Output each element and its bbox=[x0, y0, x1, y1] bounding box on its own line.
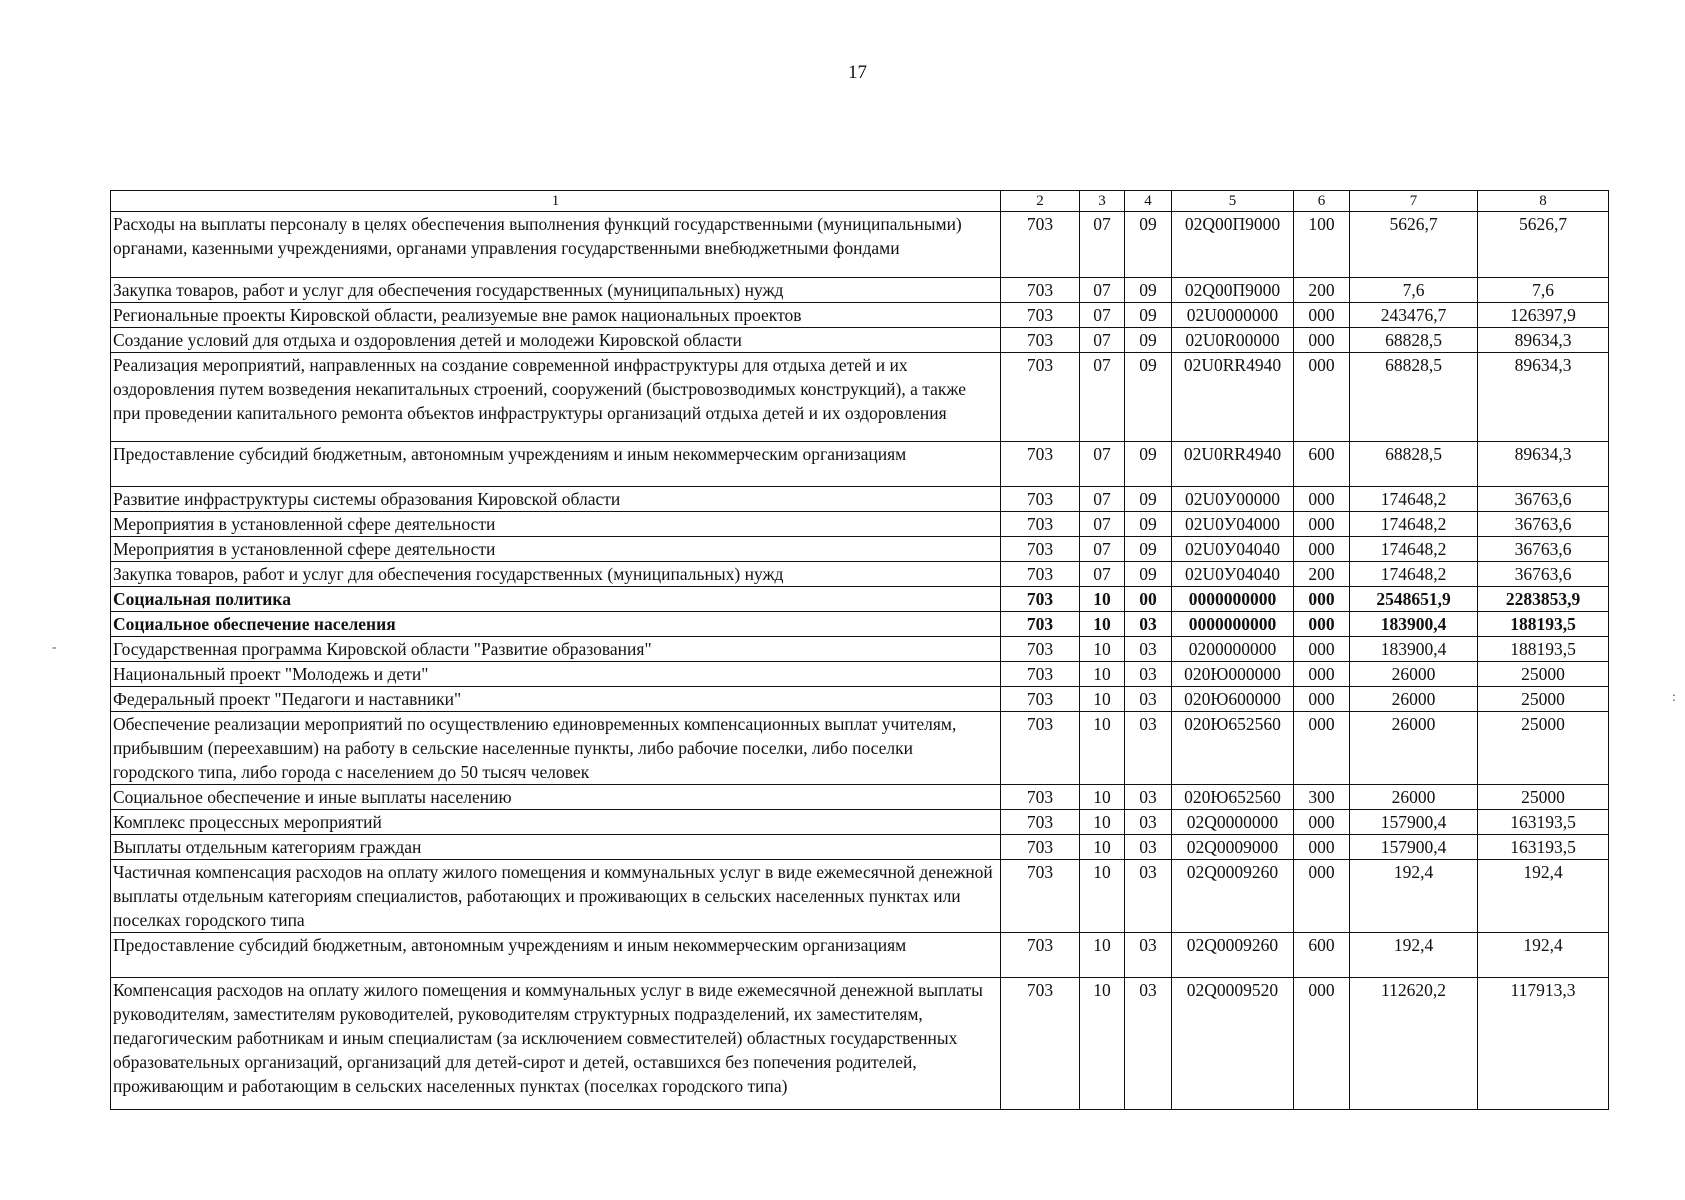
amount-year-2-cell: 192,4 bbox=[1478, 860, 1609, 933]
table-row bbox=[111, 562, 1609, 587]
target-article-cell: 02U0У04000 bbox=[1172, 512, 1294, 537]
section-cell: 10 bbox=[1080, 587, 1125, 612]
expense-type-cell: 000 bbox=[1294, 662, 1350, 687]
table-row bbox=[111, 442, 1609, 487]
subsection-cell: 03 bbox=[1125, 687, 1172, 712]
column-header: 6 bbox=[1294, 191, 1350, 212]
row-name-cell: Развитие инфраструктуры системы образования Кировской области bbox=[111, 487, 1001, 512]
subsection-cell: 03 bbox=[1125, 810, 1172, 835]
section-cell: 10 bbox=[1080, 860, 1125, 933]
ministry-code-cell: 703 bbox=[1001, 637, 1080, 662]
amount-year-2-cell: 126397,9 bbox=[1478, 303, 1609, 328]
amount-year-1-cell: 2548651,9 bbox=[1350, 587, 1478, 612]
ministry-code-cell: 703 bbox=[1001, 212, 1080, 278]
subsection-cell: 03 bbox=[1125, 785, 1172, 810]
table-row bbox=[111, 933, 1609, 978]
section-cell: 10 bbox=[1080, 785, 1125, 810]
subsection-cell: 03 bbox=[1125, 978, 1172, 1110]
ministry-code-cell: 703 bbox=[1001, 278, 1080, 303]
ministry-code-cell: 703 bbox=[1001, 562, 1080, 587]
target-article-cell: 02Q00П9000 bbox=[1172, 278, 1294, 303]
subsection-cell: 09 bbox=[1125, 278, 1172, 303]
expense-type-cell: 600 bbox=[1294, 442, 1350, 487]
table-row bbox=[111, 212, 1609, 278]
row-name-cell: Предоставление субсидий бюджетным, автономным учреждениям и иным некоммерческим организациям bbox=[111, 933, 1001, 978]
section-cell: 10 bbox=[1080, 687, 1125, 712]
amount-year-1-cell: 5626,7 bbox=[1350, 212, 1478, 278]
ministry-code-cell: 703 bbox=[1001, 353, 1080, 442]
ministry-code-cell: 703 bbox=[1001, 303, 1080, 328]
page-number: 17 bbox=[848, 62, 867, 83]
section-cell: 10 bbox=[1080, 835, 1125, 860]
row-name-cell: Федеральный проект "Педагоги и наставники" bbox=[111, 687, 1001, 712]
section-cell: 07 bbox=[1080, 353, 1125, 442]
ministry-code-cell: 703 bbox=[1001, 978, 1080, 1110]
subsection-cell: 03 bbox=[1125, 712, 1172, 785]
table-row bbox=[111, 662, 1609, 687]
section-cell: 10 bbox=[1080, 712, 1125, 785]
subsection-cell: 03 bbox=[1125, 933, 1172, 978]
ministry-code-cell: 703 bbox=[1001, 835, 1080, 860]
table-row bbox=[111, 328, 1609, 353]
amount-year-2-cell: 25000 bbox=[1478, 662, 1609, 687]
amount-year-2-cell: 5626,7 bbox=[1478, 212, 1609, 278]
target-article-cell: 02U0R00000 bbox=[1172, 328, 1294, 353]
target-article-cell: 0200000000 bbox=[1172, 637, 1294, 662]
amount-year-2-cell: 2283853,9 bbox=[1478, 587, 1609, 612]
amount-year-2-cell: 36763,6 bbox=[1478, 512, 1609, 537]
amount-year-1-cell: 68828,5 bbox=[1350, 442, 1478, 487]
target-article-cell: 02Q0009000 bbox=[1172, 835, 1294, 860]
expense-type-cell: 100 bbox=[1294, 212, 1350, 278]
amount-year-2-cell: 117913,3 bbox=[1478, 978, 1609, 1110]
amount-year-1-cell: 26000 bbox=[1350, 712, 1478, 785]
column-header: 3 bbox=[1080, 191, 1125, 212]
section-cell: 07 bbox=[1080, 328, 1125, 353]
row-name-cell: Региональные проекты Кировской области, реализуемые вне рамок национальных проектов bbox=[111, 303, 1001, 328]
expense-type-cell: 000 bbox=[1294, 687, 1350, 712]
target-article-cell: 02Q0009260 bbox=[1172, 933, 1294, 978]
table-row bbox=[111, 612, 1609, 637]
ministry-code-cell: 703 bbox=[1001, 712, 1080, 785]
expense-type-cell: 600 bbox=[1294, 933, 1350, 978]
section-cell: 10 bbox=[1080, 978, 1125, 1110]
expense-type-cell: 000 bbox=[1294, 712, 1350, 785]
table-row bbox=[111, 687, 1609, 712]
amount-year-2-cell: 188193,5 bbox=[1478, 612, 1609, 637]
target-article-cell: 02U0У04040 bbox=[1172, 562, 1294, 587]
section-cell: 07 bbox=[1080, 487, 1125, 512]
section-cell: 07 bbox=[1080, 303, 1125, 328]
section-cell: 10 bbox=[1080, 933, 1125, 978]
expense-type-cell: 000 bbox=[1294, 978, 1350, 1110]
expense-type-cell: 000 bbox=[1294, 353, 1350, 442]
amount-year-1-cell: 243476,7 bbox=[1350, 303, 1478, 328]
ministry-code-cell: 703 bbox=[1001, 328, 1080, 353]
row-name-cell: Частичная компенсация расходов на оплату жилого помещения и коммунальных услуг в виде ежемесячной денежной выплаты отдельным категориям специалистов, работающих и проживающих в сельских населенных пунктах или поселках городского типа bbox=[111, 860, 1001, 933]
row-name-cell: Создание условий для отдыха и оздоровления детей и молодежи Кировской области bbox=[111, 328, 1001, 353]
column-header-row bbox=[111, 191, 1609, 212]
section-cell: 10 bbox=[1080, 662, 1125, 687]
subsection-cell: 09 bbox=[1125, 328, 1172, 353]
target-article-cell: 02U0У00000 bbox=[1172, 487, 1294, 512]
amount-year-1-cell: 26000 bbox=[1350, 785, 1478, 810]
subsection-cell: 09 bbox=[1125, 303, 1172, 328]
row-name-cell: Закупка товаров, работ и услуг для обеспечения государственных (муниципальных) нужд bbox=[111, 278, 1001, 303]
table-row bbox=[111, 860, 1609, 933]
target-article-cell: 020Ю652560 bbox=[1172, 785, 1294, 810]
target-article-cell: 02Q0009260 bbox=[1172, 860, 1294, 933]
table-row bbox=[111, 512, 1609, 537]
amount-year-2-cell: 36763,6 bbox=[1478, 537, 1609, 562]
expense-type-cell: 200 bbox=[1294, 278, 1350, 303]
expense-type-cell: 000 bbox=[1294, 512, 1350, 537]
amount-year-1-cell: 174648,2 bbox=[1350, 562, 1478, 587]
section-cell: 10 bbox=[1080, 637, 1125, 662]
target-article-cell: 020Ю652560 bbox=[1172, 712, 1294, 785]
expense-type-cell: 200 bbox=[1294, 562, 1350, 587]
ministry-code-cell: 703 bbox=[1001, 512, 1080, 537]
expense-type-cell: 000 bbox=[1294, 487, 1350, 512]
ministry-code-cell: 703 bbox=[1001, 487, 1080, 512]
row-name-cell: Обеспечение реализации мероприятий по осуществлению единовременных компенсационных выплат учителям, прибывшим (переехавшим) на работу в сельские населенные пункты, либо рабочие поселки, либо поселки городского типа, либо города с населением до 50 тысяч человек bbox=[111, 712, 1001, 785]
expense-type-cell: 000 bbox=[1294, 303, 1350, 328]
ministry-code-cell: 703 bbox=[1001, 933, 1080, 978]
row-name-cell: Мероприятия в установленной сфере деятельности bbox=[111, 537, 1001, 562]
subsection-cell: 09 bbox=[1125, 487, 1172, 512]
expense-type-cell: 000 bbox=[1294, 860, 1350, 933]
subsection-cell: 03 bbox=[1125, 612, 1172, 637]
table-row bbox=[111, 835, 1609, 860]
section-cell: 07 bbox=[1080, 512, 1125, 537]
row-name-cell: Комплекс процессных мероприятий bbox=[111, 810, 1001, 835]
target-article-cell: 02U0RR4940 bbox=[1172, 442, 1294, 487]
column-header: 4 bbox=[1125, 191, 1172, 212]
budget-table bbox=[110, 190, 1609, 1110]
amount-year-1-cell: 26000 bbox=[1350, 662, 1478, 687]
amount-year-1-cell: 183900,4 bbox=[1350, 612, 1478, 637]
amount-year-2-cell: 89634,3 bbox=[1478, 353, 1609, 442]
amount-year-2-cell: 25000 bbox=[1478, 785, 1609, 810]
ministry-code-cell: 703 bbox=[1001, 442, 1080, 487]
amount-year-2-cell: 163193,5 bbox=[1478, 835, 1609, 860]
ministry-code-cell: 703 bbox=[1001, 612, 1080, 637]
section-cell: 07 bbox=[1080, 212, 1125, 278]
subsection-cell: 00 bbox=[1125, 587, 1172, 612]
expense-type-cell: 000 bbox=[1294, 612, 1350, 637]
table-row bbox=[111, 637, 1609, 662]
table-row bbox=[111, 487, 1609, 512]
table-row bbox=[111, 785, 1609, 810]
row-name-cell: Закупка товаров, работ и услуг для обеспечения государственных (муниципальных) нужд bbox=[111, 562, 1001, 587]
subsection-cell: 03 bbox=[1125, 637, 1172, 662]
expense-type-cell: 000 bbox=[1294, 328, 1350, 353]
target-article-cell: 0000000000 bbox=[1172, 612, 1294, 637]
expense-type-cell: 000 bbox=[1294, 810, 1350, 835]
row-name-cell: Расходы на выплаты персоналу в целях обеспечения выполнения функций государственными (муниципальными) органами, казенными учреждениями, органами управления государственными внебюджетными фондами bbox=[111, 212, 1001, 278]
section-cell: 07 bbox=[1080, 442, 1125, 487]
row-name-cell: Мероприятия в установленной сфере деятельности bbox=[111, 512, 1001, 537]
ministry-code-cell: 703 bbox=[1001, 662, 1080, 687]
subsection-cell: 09 bbox=[1125, 512, 1172, 537]
section-cell: 07 bbox=[1080, 537, 1125, 562]
table-body bbox=[111, 212, 1609, 1110]
subsection-cell: 09 bbox=[1125, 353, 1172, 442]
section-cell: 07 bbox=[1080, 278, 1125, 303]
subsection-cell: 09 bbox=[1125, 562, 1172, 587]
amount-year-1-cell: 157900,4 bbox=[1350, 835, 1478, 860]
amount-year-1-cell: 183900,4 bbox=[1350, 637, 1478, 662]
ministry-code-cell: 703 bbox=[1001, 687, 1080, 712]
section-cell: 10 bbox=[1080, 810, 1125, 835]
table-row bbox=[111, 712, 1609, 785]
ministry-code-cell: 703 bbox=[1001, 860, 1080, 933]
ministry-code-cell: 703 bbox=[1001, 785, 1080, 810]
row-name-cell: Социальное обеспечение и иные выплаты населению bbox=[111, 785, 1001, 810]
amount-year-2-cell: 163193,5 bbox=[1478, 810, 1609, 835]
row-name-cell: Государственная программа Кировской области "Развитие образования" bbox=[111, 637, 1001, 662]
target-article-cell: 02Q00П9000 bbox=[1172, 212, 1294, 278]
subsection-cell: 09 bbox=[1125, 537, 1172, 562]
amount-year-1-cell: 192,4 bbox=[1350, 933, 1478, 978]
target-article-cell: 02Q0009520 bbox=[1172, 978, 1294, 1110]
row-name-cell: Реализация мероприятий, направленных на создание современной инфраструктуры для отдыха детей и их оздоровления путем возведения некапитальных строений, сооружений (быстровозводимых конструкций), а также при проведении капитального ремонта объектов инфраструктуры организаций отдыха детей и их оздоровления bbox=[111, 353, 1001, 442]
amount-year-1-cell: 26000 bbox=[1350, 687, 1478, 712]
subsection-cell: 03 bbox=[1125, 835, 1172, 860]
row-name-cell: Предоставление субсидий бюджетным, автономным учреждениям и иным некоммерческим организациям bbox=[111, 442, 1001, 487]
subsection-cell: 09 bbox=[1125, 442, 1172, 487]
amount-year-2-cell: 89634,3 bbox=[1478, 442, 1609, 487]
target-article-cell: 0000000000 bbox=[1172, 587, 1294, 612]
column-header: 1 bbox=[111, 191, 1001, 212]
amount-year-2-cell: 36763,6 bbox=[1478, 562, 1609, 587]
amount-year-2-cell: 188193,5 bbox=[1478, 637, 1609, 662]
amount-year-1-cell: 68828,5 bbox=[1350, 328, 1478, 353]
amount-year-1-cell: 174648,2 bbox=[1350, 537, 1478, 562]
scan-speck-right: : bbox=[1672, 690, 1676, 705]
table-row bbox=[111, 278, 1609, 303]
table-row bbox=[111, 810, 1609, 835]
section-cell: 10 bbox=[1080, 612, 1125, 637]
table-row bbox=[111, 537, 1609, 562]
target-article-cell: 02Q0000000 bbox=[1172, 810, 1294, 835]
ministry-code-cell: 703 bbox=[1001, 810, 1080, 835]
amount-year-2-cell: 25000 bbox=[1478, 712, 1609, 785]
amount-year-1-cell: 174648,2 bbox=[1350, 512, 1478, 537]
amount-year-2-cell: 192,4 bbox=[1478, 933, 1609, 978]
column-header: 7 bbox=[1350, 191, 1478, 212]
column-header: 8 bbox=[1478, 191, 1609, 212]
target-article-cell: 02U0У04040 bbox=[1172, 537, 1294, 562]
amount-year-2-cell: 7,6 bbox=[1478, 278, 1609, 303]
scan-speck-left: - bbox=[52, 640, 57, 655]
amount-year-2-cell: 89634,3 bbox=[1478, 328, 1609, 353]
target-article-cell: 020Ю600000 bbox=[1172, 687, 1294, 712]
target-article-cell: 020Ю000000 bbox=[1172, 662, 1294, 687]
amount-year-1-cell: 157900,4 bbox=[1350, 810, 1478, 835]
ministry-code-cell: 703 bbox=[1001, 537, 1080, 562]
amount-year-2-cell: 25000 bbox=[1478, 687, 1609, 712]
target-article-cell: 02U0000000 bbox=[1172, 303, 1294, 328]
row-name-cell: Выплаты отдельным категориям граждан bbox=[111, 835, 1001, 860]
subsection-cell: 03 bbox=[1125, 662, 1172, 687]
amount-year-1-cell: 112620,2 bbox=[1350, 978, 1478, 1110]
amount-year-1-cell: 174648,2 bbox=[1350, 487, 1478, 512]
row-name-cell: Компенсация расходов на оплату жилого помещения и коммунальных услуг в виде ежемесячной денежной выплаты руководителям, заместителям руководителей, руководителям структурных подразделений, их заместителям, педагогическим работникам и иным специалистам (за исключением совместителей) областных государственных образовательных организаций, организаций для детей-сирот и детей, оставшихся без попечения родителей, проживающим и работающим в сельских населенных пунктах (поселках городского типа) bbox=[111, 978, 1001, 1110]
ministry-code-cell: 703 bbox=[1001, 587, 1080, 612]
expense-type-cell: 000 bbox=[1294, 587, 1350, 612]
section-cell: 07 bbox=[1080, 562, 1125, 587]
row-name-cell: Национальный проект "Молодежь и дети" bbox=[111, 662, 1001, 687]
table-row bbox=[111, 353, 1609, 442]
amount-year-1-cell: 7,6 bbox=[1350, 278, 1478, 303]
amount-year-1-cell: 192,4 bbox=[1350, 860, 1478, 933]
row-name-cell: Социальная политика bbox=[111, 587, 1001, 612]
amount-year-2-cell: 36763,6 bbox=[1478, 487, 1609, 512]
table-row bbox=[111, 303, 1609, 328]
column-header: 2 bbox=[1001, 191, 1080, 212]
row-name-cell: Социальное обеспечение населения bbox=[111, 612, 1001, 637]
table-row bbox=[111, 978, 1609, 1110]
expense-type-cell: 300 bbox=[1294, 785, 1350, 810]
expense-type-cell: 000 bbox=[1294, 537, 1350, 562]
target-article-cell: 02U0RR4940 bbox=[1172, 353, 1294, 442]
subsection-cell: 09 bbox=[1125, 212, 1172, 278]
amount-year-1-cell: 68828,5 bbox=[1350, 353, 1478, 442]
table-row bbox=[111, 587, 1609, 612]
column-header: 5 bbox=[1172, 191, 1294, 212]
subsection-cell: 03 bbox=[1125, 860, 1172, 933]
expense-type-cell: 000 bbox=[1294, 835, 1350, 860]
expense-type-cell: 000 bbox=[1294, 637, 1350, 662]
